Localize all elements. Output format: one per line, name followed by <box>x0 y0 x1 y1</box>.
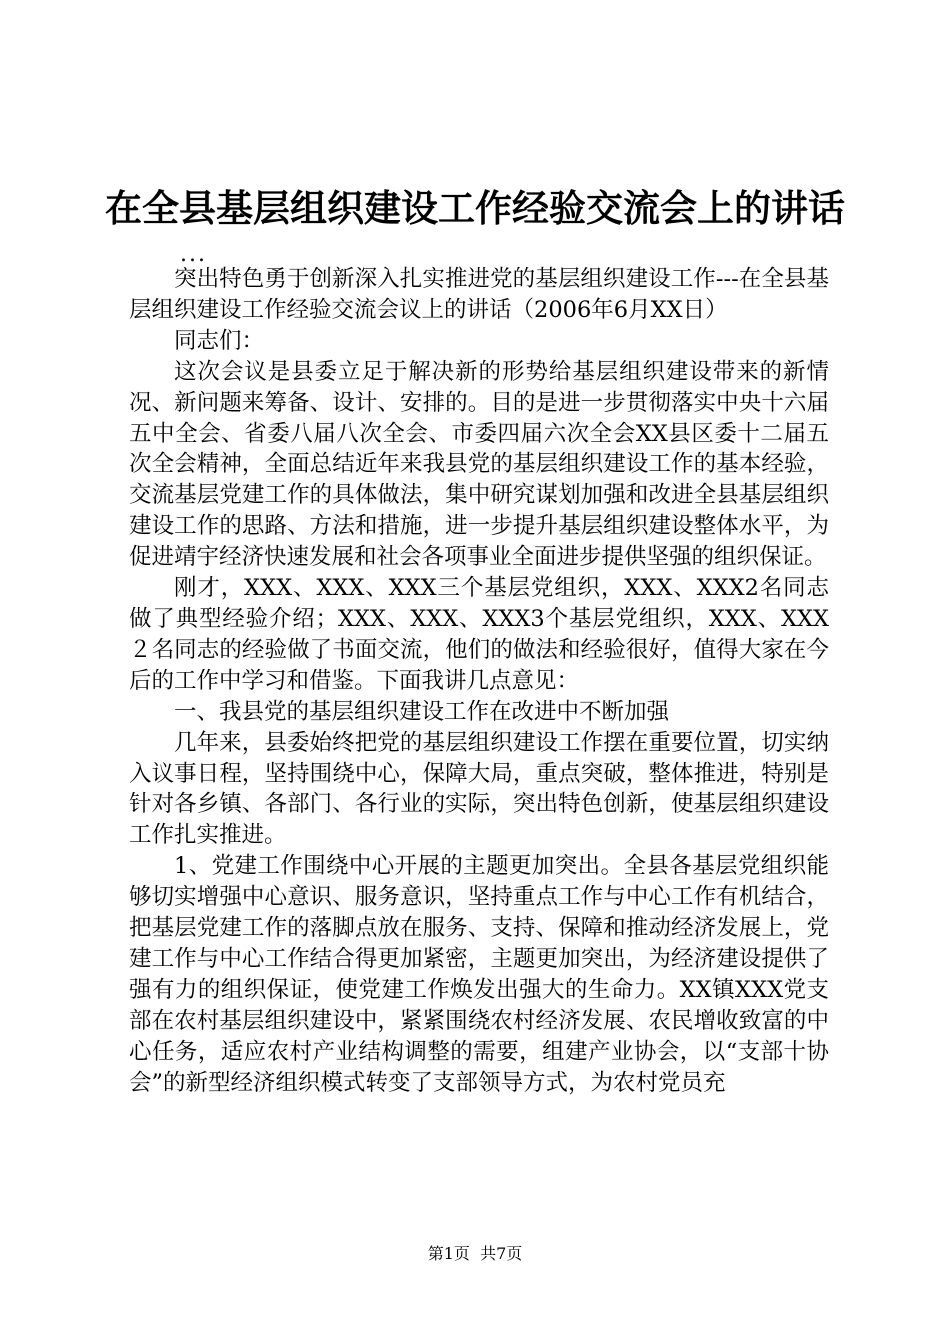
paragraph-point-1: 1、党建工作围绕中心开展的主题更加突出。全县各基层党组织能够切实增强中心意识、服务意识，坚持重点工作与中心工作有机结合，把基层党建工作的落脚点放在服务、支持、保障和推动经济发展上，党建工作与中心工作结合得更加紧密，主题更加突出，为经济建设提供了强有力的组织保证，使党建工作焕发出强大的生命力。XX镇XXX党支部在农村基层组织建设中，紧紧围绕农村经济发展、农民增收致富的中心任务，适应农村产业结构调整的需要，组建产业协会，以“支部十协会”的新型经济组织模式转变了支部领导方式，为农村党员充 <box>129 853 829 1096</box>
paragraph-salutation: 同志们： <box>174 327 265 354</box>
paragraph-section-1-summary: 几年来，县委始终把党的基层组织建设工作摆在重要位置，切实纳入议事日程，坚持围绕中心，保障大局，重点突破，整体推进，特别是针对各乡镇、各部门、各行业的实际，突出特色创新，使基层组织建设工作扎实推进。 <box>129 729 829 849</box>
paragraph-subtitle: 突出特色勇于创新深入扎实推进党的基层组织建设工作---在全县基层组织建设工作经验交流会议上的讲话（2006年6月XX日） <box>129 266 829 323</box>
paragraph-experience-intro: 刚才，XXX、XXX、XXX三个基层党组织，XXX、XXX2名同志做了典型经验介绍；XXX、XXX、XXX3个基层党组织，XXX、XXX２名同志的经验做了书面交流，他们的做法和经验很好，值得大家在今后的工作中学习和借鉴。下面我讲几点意见： <box>129 575 829 694</box>
document-body <box>129 264 829 1098</box>
document-title: 在全县基层组织建设工作经验交流会上的讲话 <box>105 186 845 230</box>
section-heading-1: 一、我县党的基层组织建设工作在改进中不断加强 <box>174 698 670 725</box>
paragraph-meeting-purpose: 这次会议是县委立足于解决新的形势给基层组织建设带来的新情况、新问题来筹备、设计、安排的。目的是进一步贯彻落实中央十六届五中全会、省委八届八次全会、市委四届六次全会XX县区委十二届五次全会精神，全面总结近年来我县党的基层组织建设工作的基本经验，交流基层党建工作的具体做法，集中研究谋划加强和改进全县基层组织建设工作的思路、方法和措施，进一步提升基层组织建设整体水平，为促进靖宇经济快速发展和社会各项事业全面进步提供坚强的组织保证。 <box>129 358 829 571</box>
page-indicator: 第1页 共7页 <box>427 1244 523 1263</box>
title-ellipsis: ... <box>180 242 207 267</box>
